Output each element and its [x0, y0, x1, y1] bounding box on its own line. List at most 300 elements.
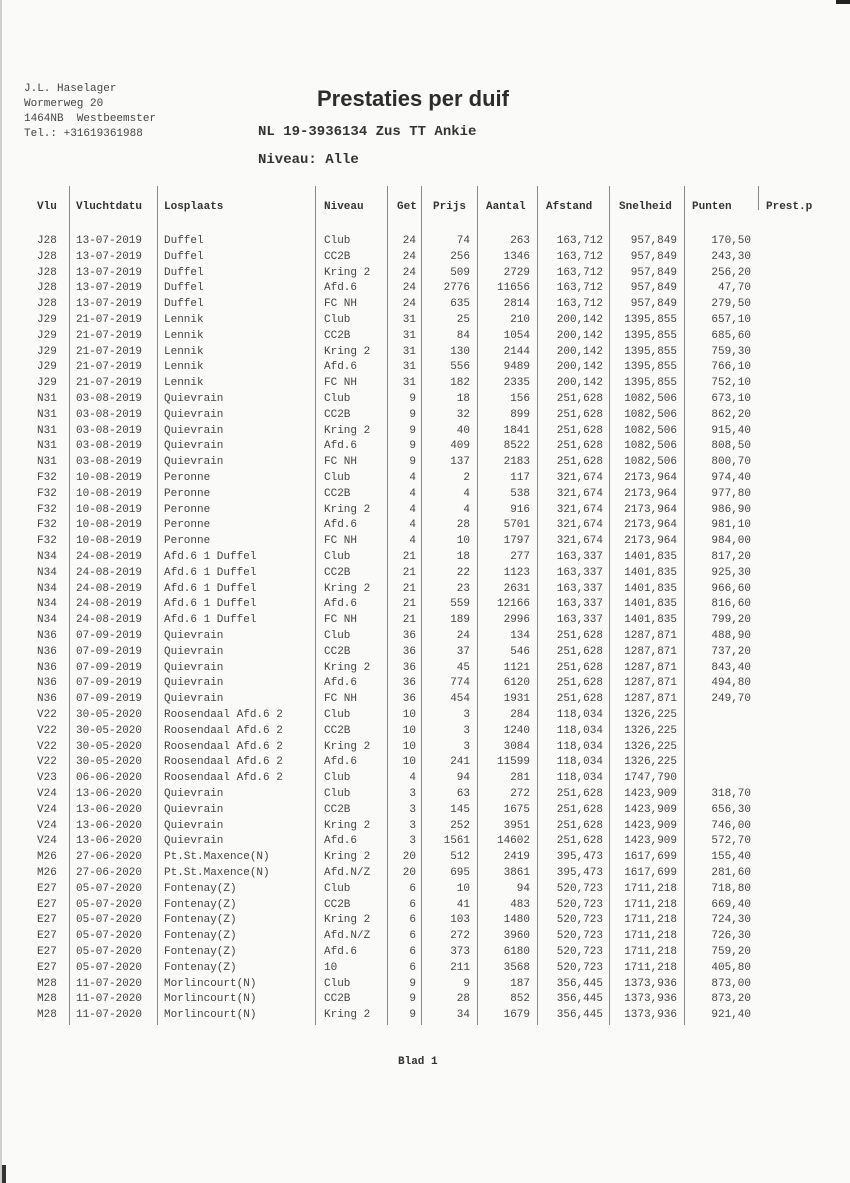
cell-level: Club	[324, 393, 351, 405]
table-row	[0, 614, 850, 630]
cell-points: 737,20	[711, 645, 751, 658]
cell-speed: 1395,855	[624, 314, 677, 326]
cell-distance: 163,712	[556, 298, 603, 311]
cell-level: Kring 2	[324, 582, 371, 595]
cell-basketed: 4	[409, 472, 416, 484]
cell-points: 974,40	[711, 472, 751, 484]
cell-level: Afd.6	[324, 598, 358, 611]
cell-prize: 272	[450, 930, 470, 943]
cell-prize: 10	[456, 535, 470, 548]
cell-release-location: Quievrain	[164, 803, 224, 816]
cell-release-location: Roosendaal Afd.6 2	[164, 709, 283, 721]
cell-release-location: Morlincourt(N)	[164, 1009, 257, 1022]
cell-entries: 3568	[503, 961, 530, 974]
cell-flight-code: J28	[37, 250, 57, 263]
cell-distance: 520,723	[556, 946, 603, 958]
cell-speed: 1373,936	[624, 993, 677, 1006]
cell-prize: 3	[463, 709, 470, 721]
cell-distance: 118,034	[556, 756, 603, 769]
cell-flight-code: M26	[37, 867, 57, 879]
cell-speed: 1395,855	[624, 345, 677, 358]
cell-points: 718,80	[711, 882, 751, 895]
cell-flight-date: 11-07-2020	[76, 1009, 143, 1022]
cell-flight-code: N36	[37, 677, 57, 690]
cell-basketed: 21	[402, 551, 416, 563]
cell-speed: 1401,835	[624, 582, 677, 595]
cell-entries: 1121	[503, 661, 530, 674]
cell-flight-date: 13-07-2019	[76, 250, 143, 263]
cell-speed: 1326,225	[624, 724, 677, 737]
cell-release-location: Pt.St.Maxence(N)	[164, 851, 270, 864]
cell-points: 752,10	[711, 377, 751, 390]
cell-distance: 163,712	[556, 235, 603, 247]
cell-speed: 1326,225	[624, 709, 677, 721]
scan-mark	[836, 0, 850, 4]
cell-entries: 1841	[503, 424, 530, 437]
cell-basketed: 21	[402, 598, 416, 611]
column-header-vluchtdatum: Vluchtdatu	[76, 201, 143, 213]
cell-distance: 200,142	[556, 345, 603, 358]
cell-entries: 2144	[503, 345, 530, 358]
cell-level: Kring 2	[324, 266, 371, 279]
cell-release-location: Pt.St.Maxence(N)	[164, 867, 270, 879]
cell-points: 155,40	[711, 851, 751, 864]
cell-prize: 84	[456, 329, 470, 342]
cell-entries: 281	[510, 772, 530, 785]
cell-release-location: Quievrain	[164, 693, 224, 706]
cell-speed: 2173,964	[624, 535, 677, 548]
cell-level: FC NH	[324, 535, 358, 548]
cell-distance: 118,034	[556, 724, 603, 737]
cell-flight-date: 21-07-2019	[76, 314, 143, 326]
cell-level: Club	[324, 472, 351, 484]
cell-level: CC2B	[324, 566, 351, 579]
cell-basketed: 4	[409, 519, 416, 532]
cell-distance: 251,628	[556, 456, 603, 469]
cell-entries: 899	[510, 408, 530, 421]
cell-distance: 520,723	[556, 961, 603, 974]
cell-flight-date: 05-07-2020	[76, 961, 143, 974]
cell-flight-code: F32	[37, 487, 57, 500]
cell-prize: 252	[450, 819, 470, 832]
cell-release-location: Lennik	[164, 345, 204, 358]
cell-flight-code: E27	[37, 961, 57, 974]
cell-flight-date: 03-08-2019	[76, 393, 143, 405]
cell-points: 759,20	[711, 946, 751, 958]
cell-speed: 1423,909	[624, 819, 677, 832]
cell-level: Kring 2	[324, 345, 371, 358]
cell-level: CC2B	[324, 724, 351, 737]
cell-distance: 163,337	[556, 598, 603, 611]
table-row	[0, 472, 850, 488]
cell-basketed: 6	[409, 882, 416, 895]
cell-release-location: Peronne	[164, 519, 211, 532]
cell-release-location: Quievrain	[164, 677, 224, 690]
cell-basketed: 4	[409, 503, 416, 516]
cell-basketed: 20	[402, 851, 416, 864]
cell-level: CC2B	[324, 993, 351, 1006]
cell-prize: 635	[450, 298, 470, 311]
cell-level: Kring 2	[324, 740, 371, 753]
table-row	[0, 488, 850, 504]
cell-flight-date: 13-06-2020	[76, 788, 143, 800]
cell-level: FC NH	[324, 456, 358, 469]
cell-distance: 251,628	[556, 645, 603, 658]
cell-distance: 163,712	[556, 266, 603, 279]
cell-release-location: Quievrain	[164, 661, 224, 674]
table-row	[0, 583, 850, 599]
cell-flight-date: 13-06-2020	[76, 803, 143, 816]
cell-distance: 251,628	[556, 693, 603, 706]
sender-name: J.L. Haselager	[24, 83, 117, 95]
cell-flight-date: 24-08-2019	[76, 598, 143, 611]
cell-release-location: Morlincourt(N)	[164, 993, 257, 1006]
cell-flight-date: 13-06-2020	[76, 819, 143, 832]
cell-entries: 546	[510, 645, 530, 658]
cell-points: 405,80	[711, 961, 751, 974]
cell-speed: 1082,506	[624, 424, 677, 437]
cell-flight-date: 24-08-2019	[76, 582, 143, 595]
cell-points: 47,70	[717, 282, 751, 295]
cell-level: Afd.6	[324, 946, 358, 958]
cell-distance: 251,628	[556, 408, 603, 421]
cell-level: Afd.N/Z	[324, 930, 371, 943]
cell-flight-date: 21-07-2019	[76, 361, 143, 374]
cell-release-location: Quievrain	[164, 819, 224, 832]
cell-flight-date: 07-09-2019	[76, 630, 143, 642]
cell-points: 843,40	[711, 661, 751, 674]
cell-entries: 8522	[503, 440, 530, 453]
cell-entries: 2631	[503, 582, 530, 595]
sender-phone: Tel.: +31619361988	[24, 128, 143, 140]
cell-basketed: 3	[409, 819, 416, 832]
cell-prize: 22	[456, 566, 470, 579]
cell-points: 915,40	[711, 424, 751, 437]
cell-flight-date: 05-07-2020	[76, 946, 143, 958]
cell-release-location: Afd.6 1 Duffel	[164, 566, 257, 579]
table-row	[0, 377, 850, 393]
cell-release-location: Duffel	[164, 266, 204, 279]
cell-prize: 3	[463, 740, 470, 753]
cell-release-location: Roosendaal Afd.6 2	[164, 756, 283, 769]
cell-flight-date: 07-09-2019	[76, 677, 143, 690]
cell-flight-code: N34	[37, 598, 57, 611]
cell-basketed: 21	[402, 566, 416, 579]
cell-distance: 520,723	[556, 930, 603, 943]
cell-entries: 916	[510, 503, 530, 516]
cell-level: Afd.6	[324, 282, 358, 295]
cell-flight-code: J29	[37, 329, 57, 342]
table-row	[0, 646, 850, 662]
cell-speed: 1401,835	[624, 566, 677, 579]
cell-level: 10	[324, 961, 338, 974]
cell-distance: 251,628	[556, 819, 603, 832]
cell-distance: 356,445	[556, 1009, 603, 1022]
cell-entries: 187	[510, 977, 530, 990]
cell-flight-date: 30-05-2020	[76, 709, 143, 721]
cell-prize: 211	[450, 961, 470, 974]
cell-points: 862,20	[711, 408, 751, 421]
cell-flight-date: 03-08-2019	[76, 456, 143, 469]
cell-prize: 37	[456, 645, 470, 658]
level-filter: Niveau: Alle	[258, 152, 359, 168]
cell-points: 925,30	[711, 566, 751, 579]
cell-release-location: Lennik	[164, 361, 204, 374]
cell-speed: 1287,871	[624, 645, 677, 658]
column-header-punten: Punten	[692, 201, 732, 213]
cell-speed: 2173,964	[624, 519, 677, 532]
cell-flight-date: 13-07-2019	[76, 298, 143, 311]
column-header-get: Get	[397, 201, 417, 213]
cell-flight-date: 30-05-2020	[76, 740, 143, 753]
cell-speed: 2173,964	[624, 472, 677, 484]
cell-speed: 1711,218	[624, 930, 677, 943]
cell-flight-code: V24	[37, 819, 57, 832]
cell-level: Kring 2	[324, 503, 371, 516]
cell-points: 494,80	[711, 677, 751, 690]
cell-points: 817,20	[711, 551, 751, 563]
cell-prize: 24	[456, 630, 470, 642]
cell-points: 669,40	[711, 898, 751, 911]
column-header-aantal: Aantal	[486, 201, 526, 213]
cell-speed: 1711,218	[624, 961, 677, 974]
cell-distance: 395,473	[556, 851, 603, 864]
cell-prize: 10	[456, 882, 470, 895]
cell-flight-code: M28	[37, 977, 57, 990]
cell-speed: 1711,218	[624, 914, 677, 927]
cell-flight-date: 13-07-2019	[76, 282, 143, 295]
cell-release-location: Peronne	[164, 472, 211, 484]
cell-prize: 2	[463, 472, 470, 484]
cell-prize: 63	[456, 788, 470, 800]
cell-release-location: Afd.6 1 Duffel	[164, 614, 257, 627]
cell-distance: 118,034	[556, 709, 603, 721]
cell-flight-date: 05-07-2020	[76, 930, 143, 943]
cell-flight-date: 30-05-2020	[76, 724, 143, 737]
cell-distance: 251,628	[556, 835, 603, 848]
cell-prize: 94	[456, 772, 470, 785]
cell-distance: 520,723	[556, 914, 603, 927]
cell-level: Club	[324, 772, 351, 785]
table-row	[0, 709, 850, 725]
cell-speed: 1082,506	[624, 456, 677, 469]
cell-entries: 538	[510, 487, 530, 500]
cell-basketed: 10	[402, 756, 416, 769]
cell-distance: 163,337	[556, 551, 603, 563]
cell-points: 799,20	[711, 614, 751, 627]
cell-basketed: 9	[409, 993, 416, 1006]
cell-speed: 1423,909	[624, 803, 677, 816]
table-row	[0, 677, 850, 693]
cell-speed: 1401,835	[624, 614, 677, 627]
cell-flight-code: J28	[37, 298, 57, 311]
cell-flight-code: E27	[37, 914, 57, 927]
cell-prize: 32	[456, 408, 470, 421]
cell-flight-code: F32	[37, 472, 57, 484]
cell-release-location: Fontenay(Z)	[164, 914, 237, 927]
cell-flight-code: E27	[37, 898, 57, 911]
table-row	[0, 1009, 850, 1025]
cell-flight-code: V22	[37, 709, 57, 721]
table-row	[0, 725, 850, 741]
cell-level: CC2B	[324, 408, 351, 421]
cell-flight-code: N34	[37, 582, 57, 595]
cell-release-location: Quievrain	[164, 788, 224, 800]
cell-flight-date: 13-07-2019	[76, 235, 143, 247]
table-row	[0, 235, 850, 251]
cell-basketed: 9	[409, 408, 416, 421]
cell-basketed: 36	[402, 677, 416, 690]
cell-release-location: Afd.6 1 Duffel	[164, 551, 257, 563]
cell-level: Club	[324, 235, 351, 247]
cell-release-location: Lennik	[164, 314, 204, 326]
cell-release-location: Roosendaal Afd.6 2	[164, 740, 283, 753]
cell-level: CC2B	[324, 487, 351, 500]
table-row	[0, 899, 850, 915]
cell-basketed: 9	[409, 456, 416, 469]
cell-prize: 45	[456, 661, 470, 674]
sender-address	[24, 82, 156, 142]
cell-points: 279,50	[711, 298, 751, 311]
cell-speed: 1287,871	[624, 677, 677, 690]
cell-release-location: Duffel	[164, 298, 204, 311]
cell-prize: 454	[450, 693, 470, 706]
table-row	[0, 962, 850, 978]
cell-entries: 12166	[496, 598, 530, 611]
cell-prize: 189	[450, 614, 470, 627]
cell-distance: 200,142	[556, 377, 603, 390]
cell-distance: 251,628	[556, 677, 603, 690]
cell-speed: 2173,964	[624, 503, 677, 516]
cell-basketed: 36	[402, 661, 416, 674]
cell-flight-code: N31	[37, 440, 57, 453]
cell-distance: 356,445	[556, 977, 603, 990]
cell-basketed: 9	[409, 977, 416, 990]
table-row	[0, 551, 850, 567]
cell-speed: 1617,699	[624, 851, 677, 864]
sender-street: Wormerweg 20	[24, 98, 104, 110]
cell-entries: 2729	[503, 266, 530, 279]
pigeon-id: NL 19-3936134 Zus TT Ankie	[258, 124, 477, 140]
table-row	[0, 993, 850, 1009]
cell-flight-date: 05-07-2020	[76, 914, 143, 927]
cell-release-location: Fontenay(Z)	[164, 930, 237, 943]
cell-basketed: 3	[409, 788, 416, 800]
cell-flight-code: N36	[37, 630, 57, 642]
cell-speed: 1711,218	[624, 946, 677, 958]
cell-prize: 241	[450, 756, 470, 769]
table-row	[0, 535, 850, 551]
cell-flight-date: 03-08-2019	[76, 440, 143, 453]
cell-entries: 1123	[503, 566, 530, 579]
cell-flight-code: N31	[37, 408, 57, 421]
cell-prize: 145	[450, 803, 470, 816]
table-row	[0, 820, 850, 836]
cell-points: 726,30	[711, 930, 751, 943]
cell-basketed: 6	[409, 914, 416, 927]
table-row	[0, 946, 850, 962]
cell-flight-date: 21-07-2019	[76, 329, 143, 342]
cell-release-location: Quievrain	[164, 835, 224, 848]
cell-speed: 957,849	[630, 250, 677, 263]
cell-prize: 41	[456, 898, 470, 911]
table-row	[0, 804, 850, 820]
table-row	[0, 504, 850, 520]
cell-release-location: Peronne	[164, 487, 211, 500]
cell-points: 256,20	[711, 266, 751, 279]
cell-release-location: Morlincourt(N)	[164, 977, 257, 990]
cell-level: Kring 2	[324, 819, 371, 832]
cell-basketed: 36	[402, 645, 416, 658]
cell-release-location: Quievrain	[164, 440, 224, 453]
cell-level: Club	[324, 314, 351, 326]
cell-distance: 251,628	[556, 630, 603, 642]
cell-release-location: Fontenay(Z)	[164, 961, 237, 974]
cell-entries: 210	[510, 314, 530, 326]
cell-distance: 163,712	[556, 282, 603, 295]
cell-release-location: Duffel	[164, 282, 204, 295]
cell-flight-code: V24	[37, 835, 57, 848]
table-row	[0, 883, 850, 899]
table-row	[0, 851, 850, 867]
cell-prize: 23	[456, 582, 470, 595]
cell-flight-code: N31	[37, 424, 57, 437]
cell-flight-code: J29	[37, 361, 57, 374]
cell-entries: 5701	[503, 519, 530, 532]
cell-points: 657,10	[711, 314, 751, 326]
cell-distance: 251,628	[556, 424, 603, 437]
cell-entries: 3084	[503, 740, 530, 753]
cell-level: Club	[324, 630, 351, 642]
cell-flight-code: F32	[37, 519, 57, 532]
table-row	[0, 930, 850, 946]
cell-level: Club	[324, 551, 351, 563]
table-row	[0, 598, 850, 614]
cell-flight-date: 24-08-2019	[76, 551, 143, 563]
cell-speed: 1287,871	[624, 630, 677, 642]
cell-points: 656,30	[711, 803, 751, 816]
cell-points: 984,00	[711, 535, 751, 548]
cell-prize: 103	[450, 914, 470, 927]
cell-distance: 200,142	[556, 314, 603, 326]
cell-basketed: 24	[402, 282, 416, 295]
cell-prize: 559	[450, 598, 470, 611]
cell-flight-date: 27-06-2020	[76, 867, 143, 879]
cell-basketed: 6	[409, 930, 416, 943]
cell-level: Kring 2	[324, 851, 371, 864]
cell-distance: 200,142	[556, 361, 603, 374]
cell-entries: 1797	[503, 535, 530, 548]
cell-points: 685,60	[711, 329, 751, 342]
table-row	[0, 267, 850, 283]
cell-release-location: Peronne	[164, 503, 211, 516]
cell-points: 318,70	[711, 788, 751, 800]
cell-prize: 409	[450, 440, 470, 453]
cell-entries: 3951	[503, 819, 530, 832]
cell-level: CC2B	[324, 803, 351, 816]
cell-prize: 373	[450, 946, 470, 958]
cell-entries: 11599	[496, 756, 530, 769]
cell-prize: 34	[456, 1009, 470, 1022]
cell-points: 170,50	[711, 235, 751, 247]
cell-flight-date: 07-09-2019	[76, 693, 143, 706]
cell-prize: 9	[463, 977, 470, 990]
cell-release-location: Quievrain	[164, 456, 224, 469]
cell-flight-date: 10-08-2019	[76, 503, 143, 516]
cell-points: 249,70	[711, 693, 751, 706]
cell-distance: 163,337	[556, 614, 603, 627]
cell-flight-date: 03-08-2019	[76, 408, 143, 421]
